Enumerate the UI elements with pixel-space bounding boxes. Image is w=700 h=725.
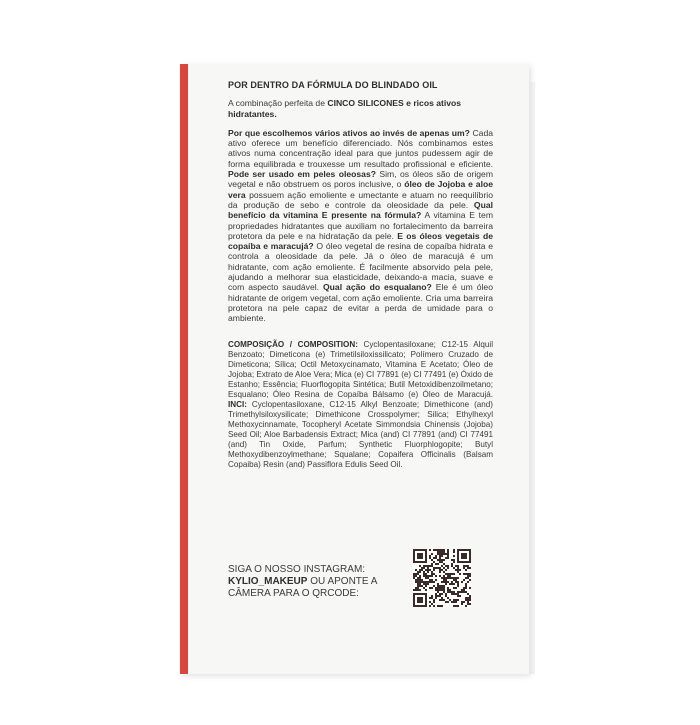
body-run: Sim, os óleos são de origem vegetal e não obstruem os poros inclusive, o <box>228 169 493 190</box>
body-run: Cada ativo oferece um benefício diferenciado. Nós combinamos estes ativos numa concentração ideal para que juntos pudessem agir de forma equilibrada e trouxesse um resultado profissional e eficiente. <box>228 127 494 169</box>
body-run: O óleo vegetal de resina de copaíba hidrata e controla a oleosidade da pele. Já o óleo de maracujá é um hidratante, com ação emoliente. É facilmente absorvido pela pele, ajudando a melhorar sua elasticidade, deixando-a macia, suave e com aspecto saudável. <box>228 241 493 293</box>
composition-run: COMPOSIÇÃO / COMPOSITION: <box>228 339 358 349</box>
body-run: A vitamina E tem propriedades hidratantes que auxiliam no fortalecimento da barreira protetora da pele e na hidratação da pele. <box>228 210 493 241</box>
instagram-run: KYLIO_MAKEUP <box>228 576 308 587</box>
body-run: Por que escolhemos vários ativos ao invés de apenas um? <box>228 127 470 138</box>
intro-run: CINCO SILICONES e ricos ativos hidratantes. <box>228 98 462 119</box>
body-run: Ele é um óleo hidratante de origem vegetal, com ação emoliente. Cria uma barreira protetora na pele capaz de evitar a perda de umidade para o ambiente. <box>228 282 493 324</box>
text-panel <box>228 80 493 482</box>
instagram-run: SIGA O NOSSO INSTAGRAM: <box>228 564 366 575</box>
instagram-callout <box>228 564 398 600</box>
instagram-run: OU APONTE A CÂMERA PARA O QRCODE: <box>228 576 377 599</box>
composition-run: Cyclopentasiloxane; C12-15 Alquil Benzoato; Dimeticona (e) Trimetilsiloxissilicato; Polímero Cruzado de Dimeticona; Sílica; Octil Metoxycinamato, Vitamina E Acetato; Óleo de Jojoba; Extrato de Aloe Vera; Mica (e) CI 77891 (e) CI 77491 (e) Óxido de Estanho; Essência; Fluorflogopita Sintética; Butil Metoxidibenzoilmetano; Esqualano; Óleo Resina de Copaíba Bálsamo (e) Óleo de Maracujá. <box>228 339 493 399</box>
composition-run: Cyclopentasiloxane, C12-15 Alkyl Benzoate; Dimethicone (and) Trimethylsiloxysilicate; Dimethicone Crosspolymer; Silica; Ethylhexyl Methoxycinnamate, Tocopheryl Acetate Simmondsia Chinensis (Jojoba) Seed Oil; Aloe Barbadensis Extract; Mica (and) CI 77891 (and) CI 77491 (and) Tin Oxide, Parfum; Synthetic Fluorphlogopite; Butyl Methoxydibenzoylmethane; Squalane; Copaifera Officinalis (Balsam Copaiba) Resin (and) Passiflora Edulis Seed Oil. <box>228 399 493 469</box>
intro-paragraph <box>228 98 493 119</box>
intro-run: A combinação perfeita de <box>228 98 328 109</box>
body-run: óleo de Jojoba e aloe vera <box>228 179 493 200</box>
footer <box>228 564 528 634</box>
body-run: possuem ação emoliente e umectante e atuam no reequilíbrio da produção de sebo e controle da oleosidade da pele. <box>228 189 493 210</box>
composition-paragraph <box>228 340 493 470</box>
body-run: E os óleos vegetais de copaíba e maracujá? <box>228 230 493 252</box>
body-run: Qual ação do esqualano? <box>322 282 432 293</box>
body-run: Pode ser usado em peles oleosas? <box>228 169 376 180</box>
body-run: Qual benefício da vitamina E presente na fórmula? <box>228 199 493 221</box>
product-box <box>180 64 529 674</box>
composition-run: INCI: <box>228 399 247 409</box>
section-heading: POR DENTRO DA FÓRMULA DO BLINDADO OIL <box>228 80 438 90</box>
benefits-paragraph <box>228 128 493 324</box>
qr-code-icon <box>413 549 471 607</box>
